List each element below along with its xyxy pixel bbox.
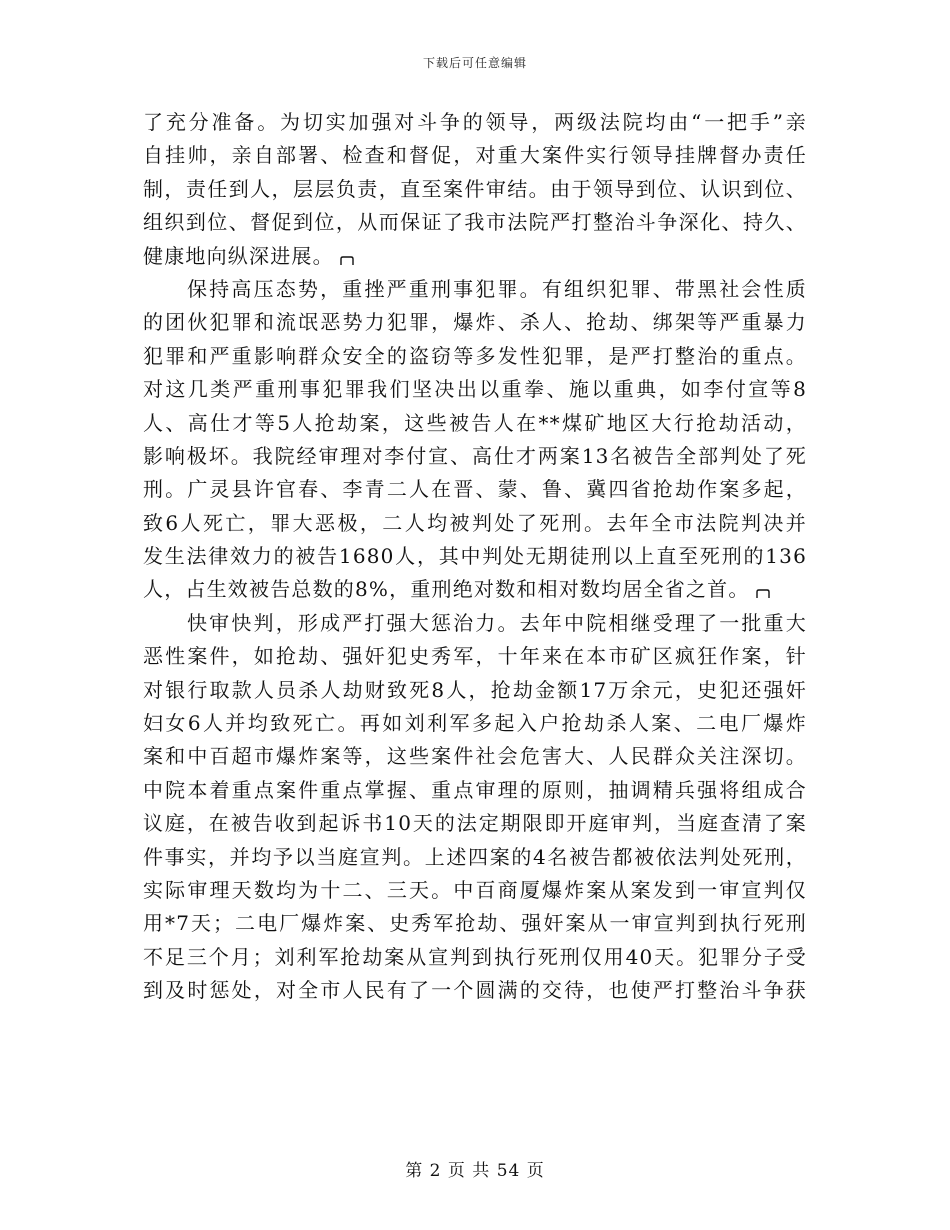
paragraph-1-line-5-text: 健康地向纵深进展。 bbox=[143, 243, 334, 268]
paragraph-2-line-4: 对这几类严重刑事犯罪我们坚决出以重拳、施以重典，如李付宣等8 bbox=[143, 377, 807, 402]
paragraph-1-line-5 bbox=[143, 240, 807, 273]
paragraph-2-line-10 bbox=[143, 573, 807, 606]
paragraph-3-line-1: 快审快判，形成严打强大惩治力。去年中院相继受理了一批重大 bbox=[187, 610, 807, 635]
page-header: 下载后可任意编辑 bbox=[422, 56, 527, 70]
paragraph-3-line-4: 妇女6人并均致死亡。再如刘利军多起入户抢劫杀人案、二电厂爆炸 bbox=[143, 711, 807, 736]
paragraph-2-line-6: 影响极坏。我院经审理对李付宣、高仕才两案13名被告全部判处了死 bbox=[143, 443, 807, 468]
paragraph-3-line-2: 恶性案件，如抢劫、强奸犯史秀军，十年来在本市矿区疯狂作案，针 bbox=[143, 644, 807, 669]
page-number-footer: 第 2 页 共 54 页 bbox=[405, 1161, 545, 1181]
paragraph-mark-icon bbox=[756, 588, 770, 598]
paragraph-3-line-9: 实际审理天数均为十二、三天。中百商厦爆炸案从案发到一审宣判仅 bbox=[143, 877, 807, 902]
paragraph-1-line-4: 组织到位、督促到位，从而保证了我市法院严打整治斗争深化、持久、 bbox=[143, 210, 807, 235]
paragraph-2-line-1: 保持高压态势，重挫严重刑事犯罪。有组织犯罪、带黑社会性质 bbox=[187, 276, 807, 301]
paragraph-3-line-11: 不足三个月；刘利军抢劫案从宣判到执行死刑仅用40天。犯罪分子受 bbox=[143, 944, 807, 969]
paragraph-1-line-1: 了充分准备。为切实加强对斗争的领导，两级法院均由“一把手”亲 bbox=[143, 110, 807, 134]
paragraph-3-line-8: 件事实，并均予以当庭宣判。上述四案的4名被告都被依法判处死刑， bbox=[143, 844, 807, 869]
paragraph-mark-icon bbox=[340, 255, 354, 265]
paragraph-1-line-3: 制，责任到人，层层负责，直至案件审结。由于领导到位、认识到位、 bbox=[143, 176, 807, 201]
paragraph-3-line-7: 议庭，在被告收到起诉书10天的法定期限即开庭审判，当庭查清了案 bbox=[143, 811, 807, 836]
paragraph-3-line-10: 用*7天；二电厂爆炸案、史秀军抢劫、强奸案从一审宣判到执行死刑 bbox=[143, 911, 807, 936]
paragraph-3-line-6: 中院本着重点案件重点掌握、重点审理的原则，抽调精兵强将组成合 bbox=[143, 777, 807, 802]
paragraph-2-line-5: 人、高仕才等5人抢劫案，这些被告人在**煤矿地区大行抢劫活动， bbox=[143, 410, 807, 435]
paragraph-2-line-10-text: 人，占生效被告总数的8%，重刑绝对数和相对数均居全省之首。 bbox=[143, 577, 750, 602]
paragraph-3-line-5: 案和中百超市爆炸案等，这些案件社会危害大、人民群众关注深切。 bbox=[143, 744, 807, 769]
paragraph-2-line-9: 发生法律效力的被告1680人，其中判处无期徒刑以上直至死刑的136 bbox=[143, 544, 807, 569]
paragraph-1-line-2: 自挂帅，亲自部署、检查和督促，对重大案件实行领导挂牌督办责任 bbox=[143, 143, 807, 168]
paragraph-3-line-3: 对银行取款人员杀人劫财致死8人，抢劫金额17万余元，史犯还强奸 bbox=[143, 677, 807, 702]
paragraph-2-line-8: 致6人死亡，罪大恶极，二人均被判处了死刑。去年全市法院判决并 bbox=[143, 510, 807, 535]
paragraph-2-line-7: 刑。广灵县许官春、李青二人在晋、蒙、鲁、冀四省抢劫作案多起， bbox=[143, 477, 807, 502]
paragraph-3-line-12: 到及时惩处，对全市人民有了一个圆满的交待，也使严打整治斗争获 bbox=[143, 978, 807, 1003]
paragraph-2-line-3: 犯罪和严重影响群众安全的盗窃等多发性犯罪，是严打整治的重点。 bbox=[143, 343, 807, 368]
document-body bbox=[143, 106, 807, 1008]
paragraph-2-line-2: 的团伙犯罪和流氓恶势力犯罪，爆炸、杀人、抢劫、绑架等严重暴力 bbox=[143, 310, 807, 335]
